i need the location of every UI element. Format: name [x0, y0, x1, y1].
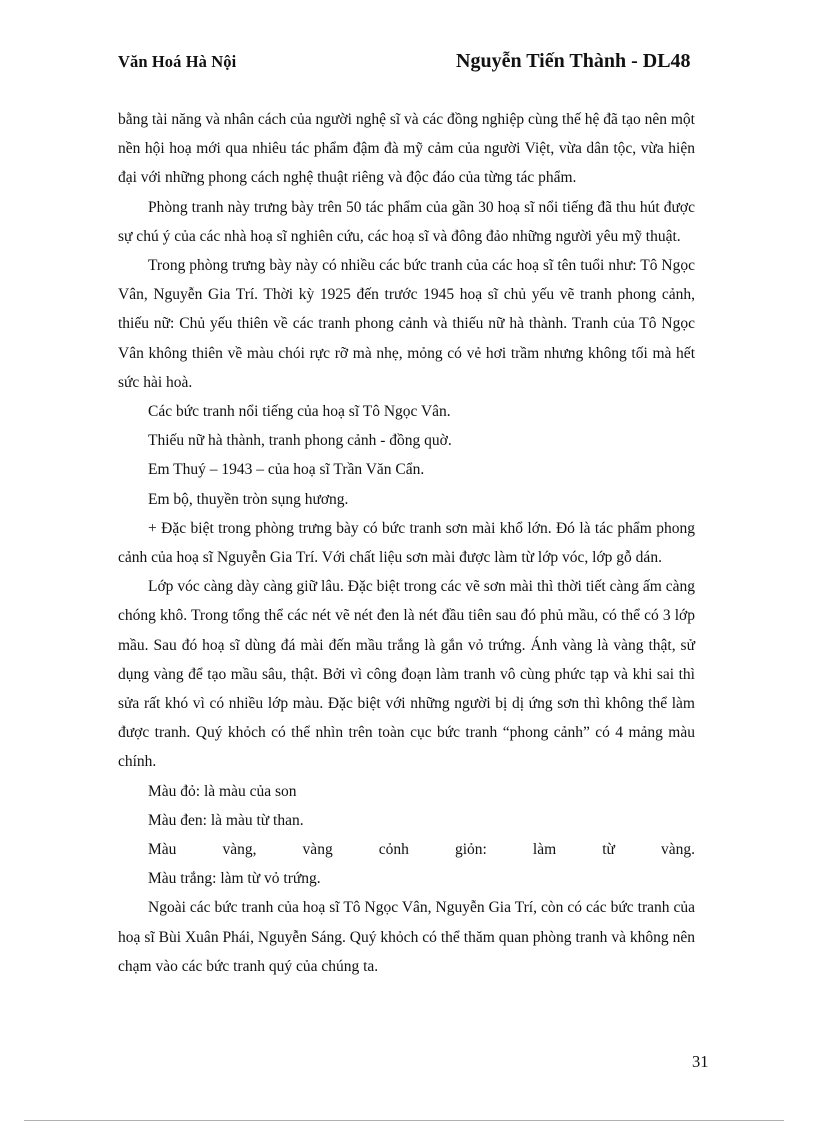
paragraph: Ngoài các bức tranh của hoạ sĩ Tô Ngọc Vân, Nguyễn Gia Trí, còn có các bức tranh của hoạ sĩ Bùi Xuân Phái, Nguyễn Sáng. Quý khỏch có thể thăm quan phòng tranh và không nên chạm vào các bức tranh quý của chúng ta. [118, 899, 695, 975]
paragraph: Em bộ, thuyền tròn sụng hương. [148, 490, 349, 508]
header-left: Văn Hoá Hà Nội [118, 52, 237, 71]
paragraph: Màu vàng, vàng cỏnh giỏn: làm từ vàng. [148, 841, 695, 859]
paragraph: bằng tài năng và nhân cách của người nghệ sĩ và các đồng nghiệp cùng thế hệ đã tạo nên một nền hội hoạ mới qua nhiêu tác phẩm đậm đà mỹ cảm của người Việt, vừa dân tộc, vừa hiện đại với những phong cách nghệ thuật riêng và độc đáo của từng tác phẩm. [118, 111, 695, 187]
page-number: 31 [692, 1052, 709, 1071]
document-body [118, 105, 695, 981]
paragraph: Màu đen: là màu từ than. [148, 811, 304, 829]
paragraph: Thiếu nữ hà thành, tranh phong cảnh - đồng quờ. [148, 432, 452, 450]
paragraph: Màu trắng: làm từ vỏ trứng. [148, 870, 321, 888]
paragraph: Phòng tranh này trưng bày trên 50 tác phẩm của gần 30 hoạ sĩ nổi tiếng đã thu hút được sự chú ý của các nhà hoạ sĩ nghiên cứu, các hoạ sĩ và đông đảo những người yêu mỹ thuật. [118, 198, 695, 245]
paragraph: Em Thuý – 1943 – của hoạ sĩ Trần Văn Cẩn. [148, 461, 425, 479]
paragraph: Các bức tranh nổi tiếng của hoạ sĩ Tô Ngọc Vân. [148, 403, 451, 421]
header-right: Nguyễn Tiến Thành - DL48 [456, 50, 691, 72]
paragraph: + Đặc biệt trong phòng trưng bày có bức tranh sơn mài khổ lớn. Đó là tác phẩm phong cảnh của hoạ sĩ Nguyễn Gia Trí. Với chất liệu sơn mài được làm từ lớp vóc, lớp gỗ dán. [118, 519, 695, 567]
paragraph: Trong phòng trưng bày này có nhiều các bức tranh của các hoạ sĩ tên tuổi như: Tô Ngọc Vân, Nguyễn Gia Trí. Thời kỳ 1925 đến trước 1945 hoạ sĩ chủ yếu vẽ tranh phong cảnh, thiếu nữ: Chủ yếu thiên về các tranh phong cảnh và thiếu nữ hà thành. Tranh của Tô Ngọc Vân không thiên về màu chói rực rỡ mà nhẹ, mỏng có vẻ hơi trầm nhưng không tối mà hết sức hài hoà. [118, 257, 695, 391]
paragraph: Màu đỏ: là màu của son [148, 782, 297, 800]
paragraph: Lớp vóc càng dày càng giữ lâu. Đặc biệt trong các vẽ sơn mài thì thời tiết càng ấm càng chóng khô. Trong tổng thể các nét vẽ nét đen là nét đầu tiên sau đó phủ mầu, có thể có 3 lớp mầu. Sau đó hoạ sĩ dùng đá mài đến mầu trắng là gắn vỏ trứng. Ánh vàng là vàng thật, sử dụng vàng để tạo mầu sâu, thật. Bởi vì công đoạn làm tranh vô cùng phức tạp và khi sai thì sửa rất khó vì có nhiều lớp màu. Đặc biệt với những người bị dị ứng sơn thì không thể làm được tranh. Quý khỏch có thể nhìn trên toàn cục bức tranh “phong cảnh” có 4 mảng màu chính. [118, 578, 695, 771]
bottom-divider [24, 1120, 784, 1121]
